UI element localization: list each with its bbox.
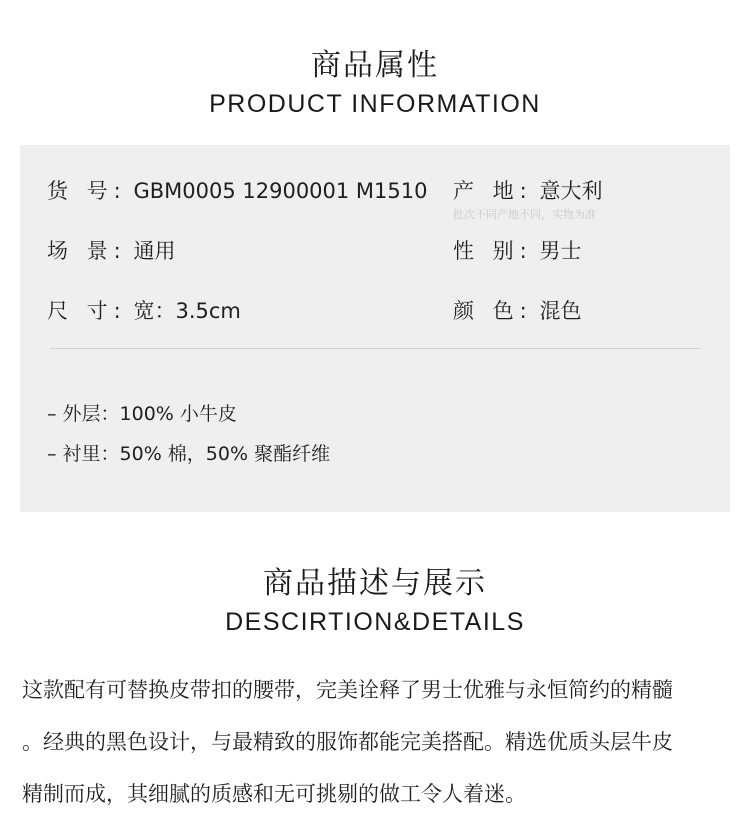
attr-color-value: 混色: [539, 299, 582, 323]
divider: [50, 348, 700, 349]
attr-scene: [47, 235, 175, 265]
attr-gender-label: 性 别:: [453, 239, 533, 263]
attributes-title-cn: 商品属性: [311, 48, 439, 83]
attr-origin-label: 产 地:: [453, 179, 533, 203]
origin-note: 批次不同产地不同，实物为准: [453, 208, 596, 221]
attr-color: [453, 295, 581, 325]
attr-size-label: 尺 寸:: [47, 299, 127, 323]
attr-item-no-label: 货 号:: [47, 179, 127, 203]
attributes-title-en: PRODUCT INFORMATION: [209, 90, 541, 118]
attr-size: [47, 295, 241, 325]
description-line: 。经典的黑色设计，与最精致的服饰都能完美搭配。精选优质头层牛皮: [22, 730, 673, 754]
description-title-cn: 商品描述与展示: [263, 566, 487, 601]
description-title-en: DESCIRTION&DETAILS: [225, 608, 525, 636]
attr-scene-label: 场 景:: [47, 239, 127, 263]
attr-origin-value: 意大利: [539, 179, 603, 203]
attr-gender-value: 男士: [539, 239, 582, 263]
attr-item-no-value: GBM0005 12900001 M1510: [133, 179, 428, 203]
attr-size-value: 宽：3.5cm: [133, 299, 241, 323]
material-outer: – 外层：100% 小牛皮: [47, 403, 237, 425]
description-line: 精制而成，其细腻的质感和无可挑剔的做工令人着迷。: [22, 782, 526, 806]
attr-scene-value: 通用: [133, 239, 176, 263]
description-line: 这款配有可替换皮带扣的腰带，完美诠释了男士优雅与永恒简约的精髓: [22, 678, 673, 702]
attr-color-label: 颜 色:: [453, 299, 533, 323]
attr-origin: [453, 175, 602, 205]
material-lining: – 衬里：50% 棉，50% 聚酯纤维: [47, 443, 331, 465]
description-text: [22, 664, 732, 820]
product-info-panel: [20, 145, 730, 512]
attr-item-no: [47, 175, 428, 205]
attr-gender: [453, 235, 581, 265]
